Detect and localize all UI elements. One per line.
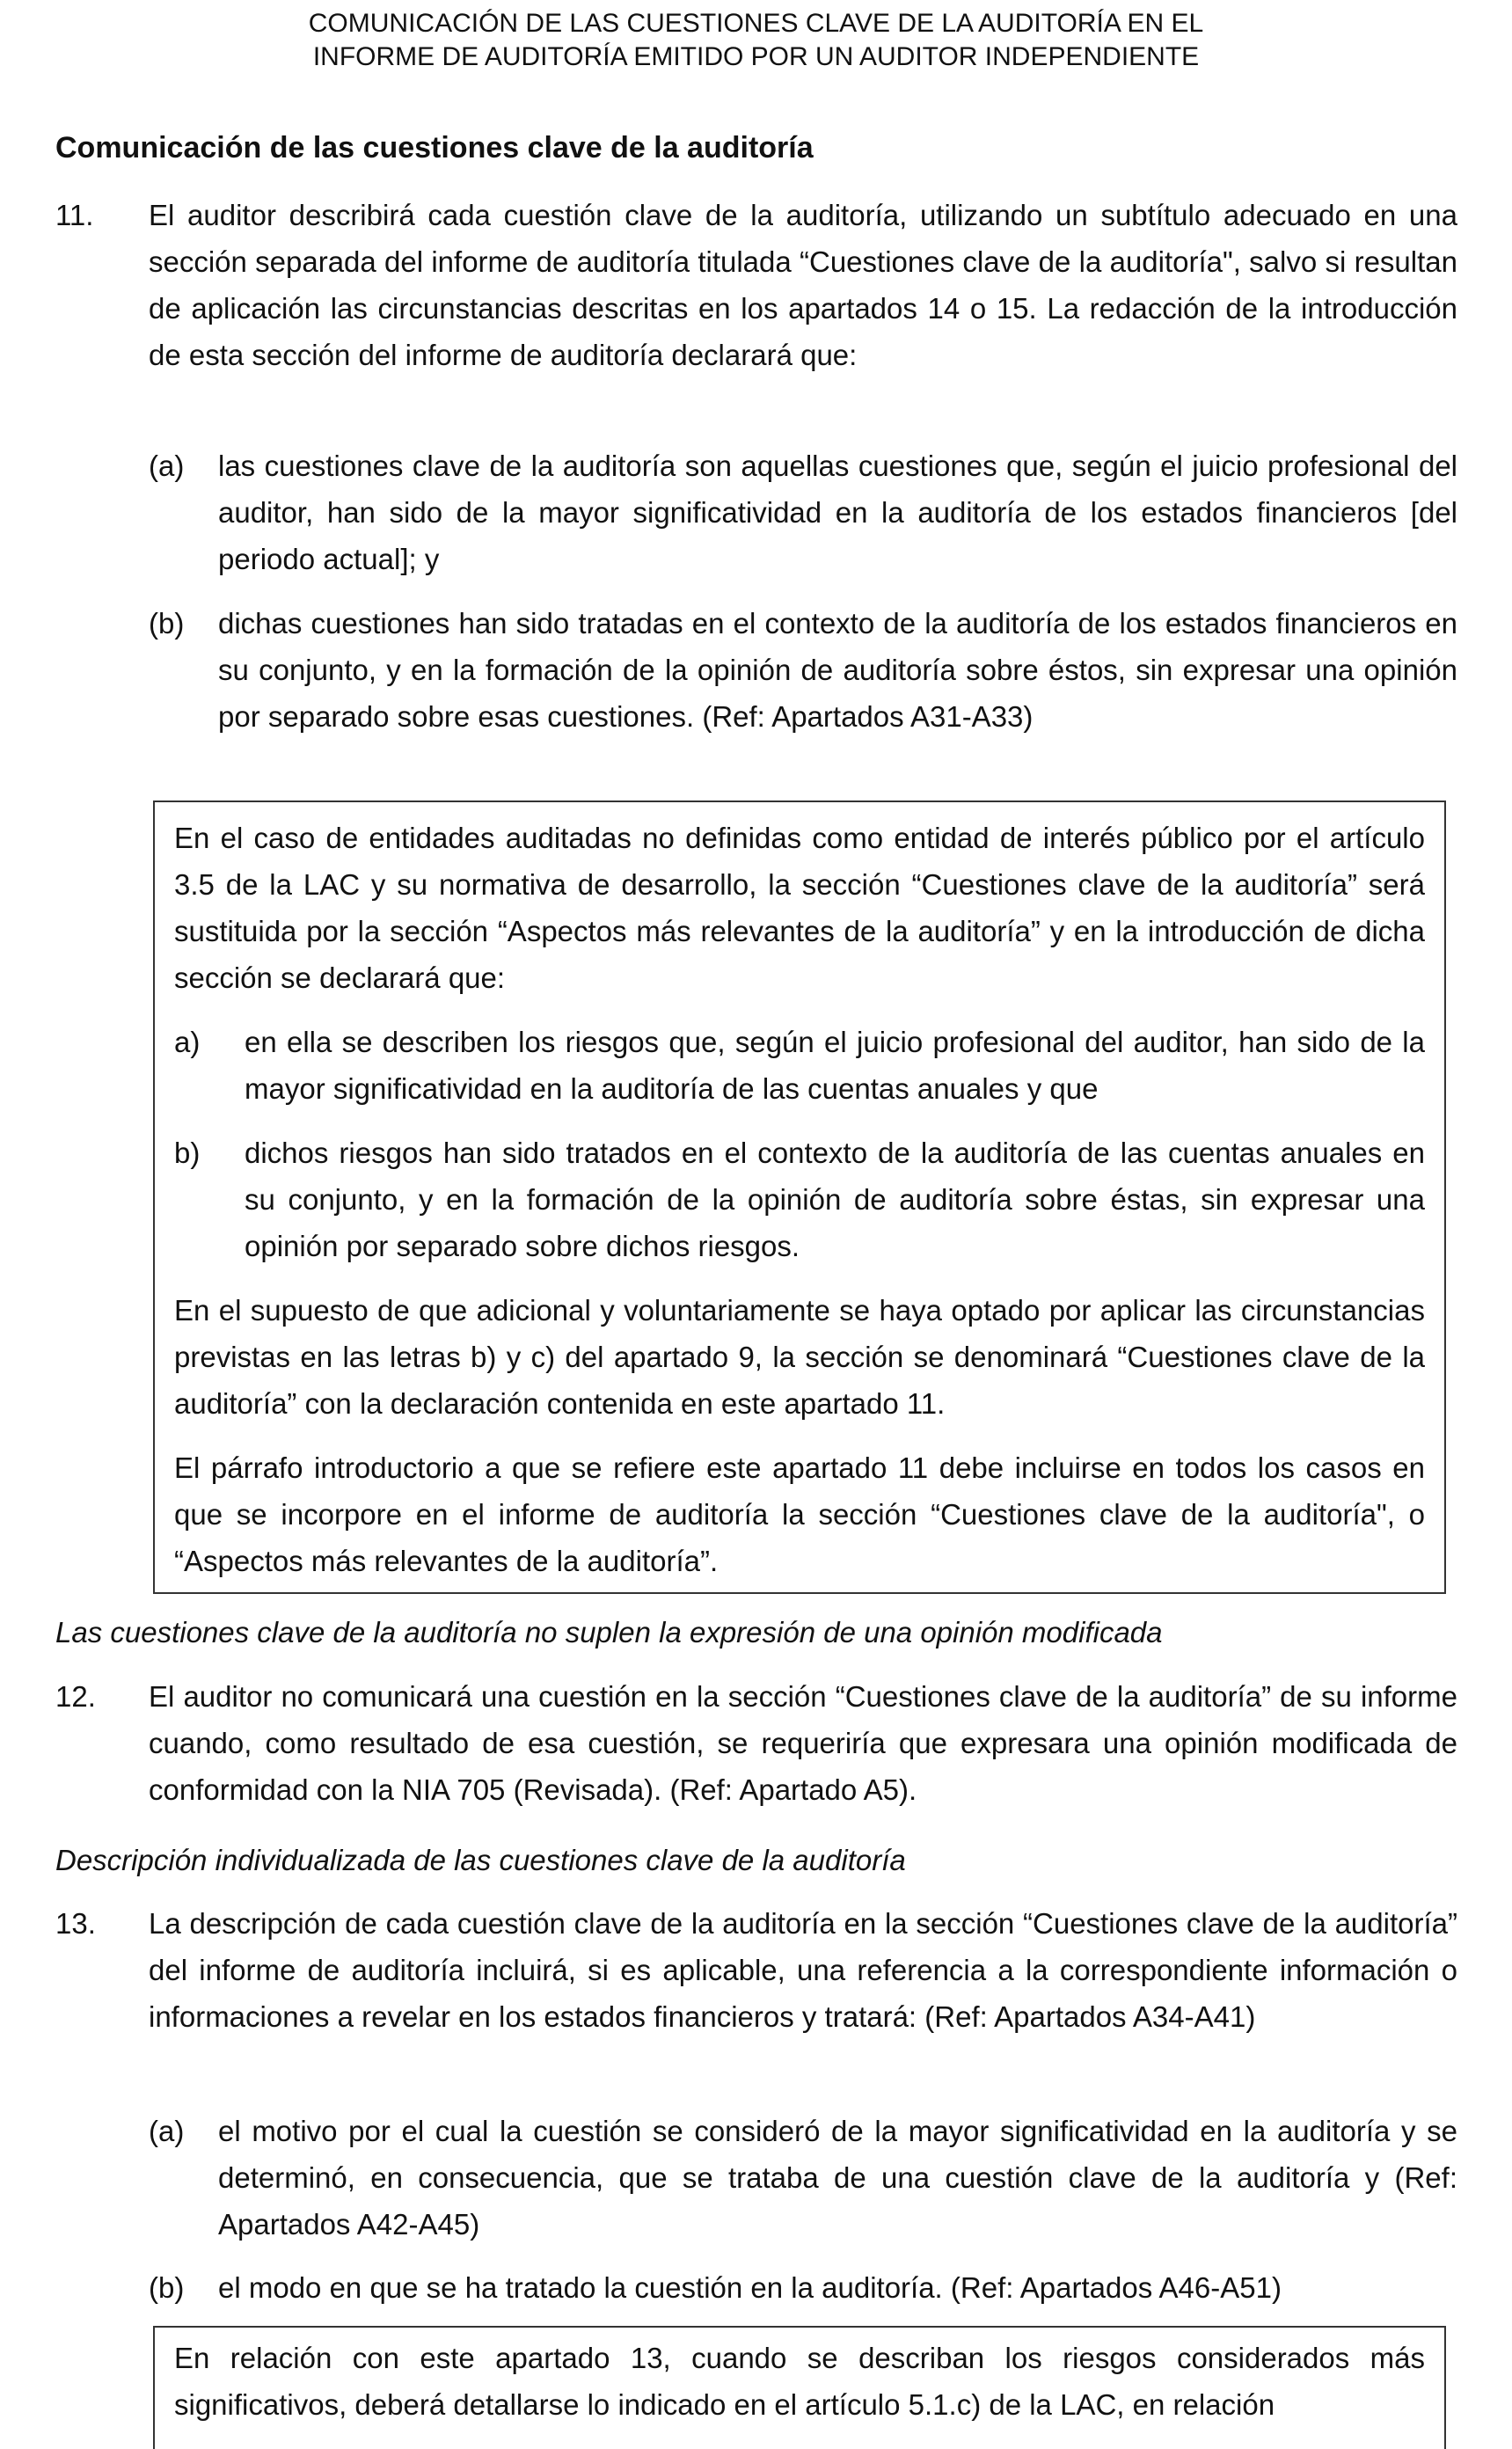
- paragraph-12: [55, 1673, 1457, 1813]
- item-text: en ella se describen los riesgos que, según el juicio profesional del auditor, han sido de la mayor significatividad en la auditoría de las cuentas anuales y que: [245, 1026, 1425, 1105]
- paragraph-13: [55, 1900, 1457, 2040]
- box-item-a: [174, 1019, 1425, 1112]
- item-text: el modo en que se ha tratado la cuestión en la auditoría. (Ref: Apartados A46-A51): [218, 2271, 1282, 2304]
- item-label: (b): [149, 607, 185, 640]
- section-title: Comunicación de las cuestiones clave de la auditoría: [55, 131, 814, 164]
- item-label: (a): [149, 2115, 185, 2147]
- item-label: (a): [149, 450, 185, 482]
- item-text: las cuestiones clave de la auditoría son aquellas cuestiones que, según el juicio profesional del auditor, han sido de la mayor significatividad en la auditoría de los estados financieros [del periodo actual]; y: [218, 450, 1457, 575]
- heading-12: Las cuestiones clave de la auditoría no suplen la expresión de una opinión modificada: [55, 1616, 1163, 1649]
- item-label: (b): [149, 2271, 185, 2304]
- box-text: En relación con este apartado 13, cuando se describan los riesgos considerados más significativos, deberá detallarse lo indicado en el artículo 5.1.c) de la LAC, en relación: [174, 2342, 1425, 2421]
- box-intro: En el caso de entidades auditadas no definidas como entidad de interés público por el artículo 3.5 de la LAC y su normativa de desarrollo, la sección “Cuestiones clave de la auditoría” será sustituida por la sección “Aspectos más relevantes de la auditoría” y en la introducción de dicha sección se declarará que:: [174, 822, 1425, 994]
- paragraph-text: El auditor describirá cada cuestión clave de la auditoría, utilizando un subtítulo adecuado en una sección separada del informe de auditoría titulada “Cuestiones clave de la auditoría", salvo si resultan de aplicación las circunstancias descritas en los apartados 14 o 15. La redacción de la introducción de esta sección del informe de auditoría declarará que:: [149, 199, 1457, 371]
- paragraph-11-item-b: [149, 600, 1457, 740]
- item-text: dichas cuestiones han sido tratadas en el contexto de la auditoría de los estados financieros en su conjunto, y en la formación de la opinión de auditoría sobre éstos, sin expresar una opinión por separado sobre esas cuestiones. (Ref: Apartados A31-A33): [218, 607, 1457, 733]
- paragraph-number: 11.: [55, 199, 94, 231]
- heading-13: Descripción individualizada de las cuestiones clave de la auditoría: [55, 1844, 906, 1876]
- paragraph-13-item-b: [149, 2264, 1457, 2311]
- item-text: dichos riesgos han sido tratados en el contexto de la auditoría de las cuentas anuales en su conjunto, y en la formación de la opinión de auditoría sobre éstas, sin expresar una opinión por separado sobre dichos riesgos.: [245, 1137, 1425, 1262]
- item-label: a): [174, 1026, 201, 1058]
- paragraph-number: 12.: [55, 1680, 96, 1713]
- header-line-1: COMUNICACIÓN DE LAS CUESTIONES CLAVE DE LA AUDITORÍA EN EL: [308, 9, 1204, 38]
- paragraph-number: 13.: [55, 1907, 96, 1940]
- box-paragraph-3: El párrafo introductorio a que se refiere este apartado 11 debe incluirse en todos los casos en que se incorpore en el informe de auditoría la sección “Cuestiones clave de la auditoría", o “Aspectos más relevantes de la auditoría”.: [174, 1451, 1425, 1577]
- boxed-note-13: [153, 2326, 1446, 2449]
- header-line-2: INFORME DE AUDITORÍA EMITIDO POR UN AUDITOR INDEPENDIENTE: [312, 42, 1200, 71]
- box-paragraph-2: En el supuesto de que adicional y voluntariamente se haya optado por aplicar las circunstancias previstas en las letras b) y c) del apartado 9, la sección se denominará “Cuestiones clave de la auditoría” con la declaración contenida en este apartado 11.: [174, 1294, 1425, 1420]
- boxed-note-spain: [153, 800, 1446, 1594]
- running-header: [0, 7, 1512, 74]
- paragraph-11: [55, 192, 1457, 378]
- paragraph-13-item-a: [149, 2108, 1457, 2248]
- paragraph-text: La descripción de cada cuestión clave de la auditoría en la sección “Cuestiones clave de la auditoría” del informe de auditoría incluirá, si es aplicable, una referencia a la correspondiente información o informaciones a revelar en los estados financieros y tratará: (Ref: Apartados A34-A41): [149, 1907, 1457, 2033]
- paragraph-11-item-a: [149, 442, 1457, 582]
- paragraph-text: El auditor no comunicará una cuestión en la sección “Cuestiones clave de la auditoría” de su informe cuando, como resultado de esa cuestión, se requeriría que expresara una opinión modificada de conformidad con la NIA 705 (Revisada). (Ref: Apartado A5).: [149, 1680, 1457, 1806]
- item-text: el motivo por el cual la cuestión se consideró de la mayor significatividad en la auditoría y se determinó, en consecuencia, que se trataba de una cuestión clave de la auditoría y (Ref: Apartados A42-A45): [218, 2115, 1457, 2241]
- item-label: b): [174, 1137, 201, 1169]
- box-item-b: [174, 1129, 1425, 1269]
